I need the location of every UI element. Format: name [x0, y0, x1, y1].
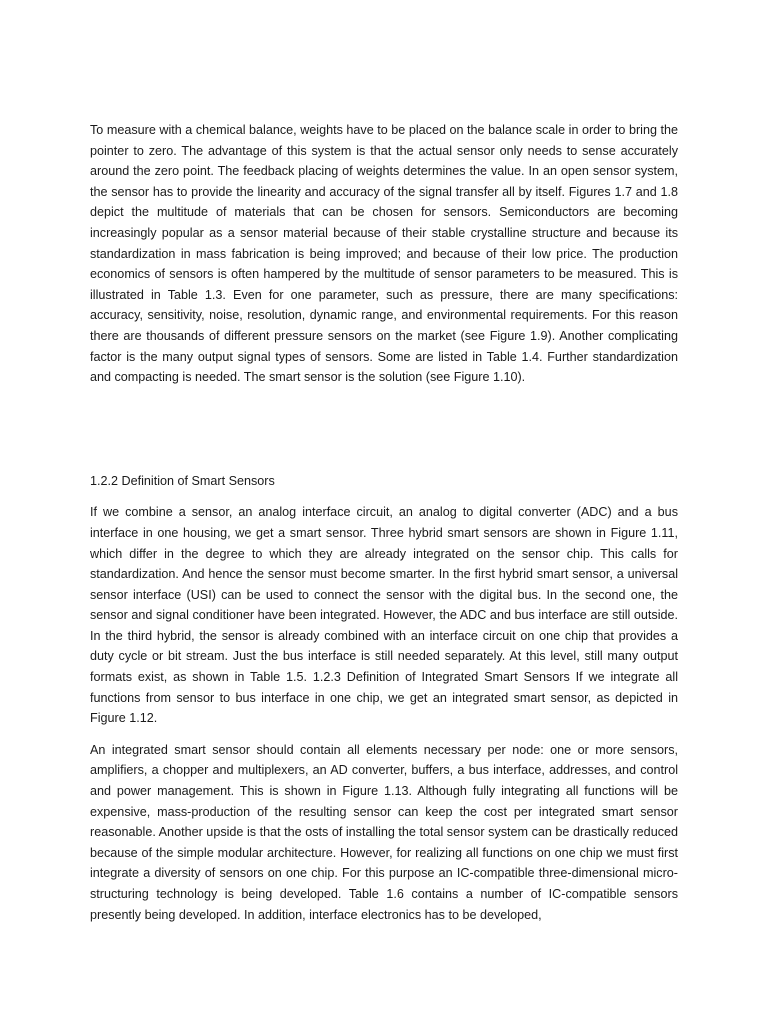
- section-heading: 1.2.2 Definition of Smart Sensors: [90, 473, 275, 488]
- document-page: [90, 120, 678, 925]
- paragraph-integrated-smart-sensor: An integrated smart sensor should contain all elements necessary per node: one or more sensors, amplifiers, a chopper and multiplexers, an AD converter, buffers, a bus interface, addresses, and control and power management. This is shown in Figure 1.13. Although fully integrating all functions will be expensive, mass-production of the resulting sensor can keep the cost per integrated smart sensor reasonable. Another upside is that the osts of installing the total sensor system can be drastically reduced because of the simple modular architecture. However, for realizing all functions on one chip we must first integrate a diversity of sensors on one chip. For this purpose an IC-compatible three-dimensional micro-structuring technology is being developed. Table 1.6 contains a number of IC-compatible sensors presently being developed. In addition, interface electronics has to be developed,: [90, 742, 678, 922]
- paragraph-smart-sensor-definition: If we combine a sensor, an analog interface circuit, an analog to digital converter (ADC) and a bus interface in one housing, we get a smart sensor. Three hybrid smart sensors are shown in Figure 1.11, which differ in the degree to which they are already integrated on the sensor chip. This calls for standardization. And hence the sensor must become smarter. In the first hybrid smart sensor, a universal sensor interface (USI) can be used to connect the sensor with the digital bus. In the second one, the sensor and signal conditioner have been integrated. However, the ADC and bus interface are still outside. In the third hybrid, the sensor is already combined with an interface circuit on one chip that provides a duty cycle or bit stream. Just the bus interface is still needed separately. At this level, still many output formats exist, as shown in Table 1.5. 1.2.3 Definition of Integrated Smart Sensors If we integrate all functions from sensor to bus interface in one chip, we get an integrated smart sensor, as depicted in Figure 1.12.: [90, 505, 678, 726]
- paragraph-chemical-balance: To measure with a chemical balance, weights have to be placed on the balance scale in order to bring the pointer to zero. The advantage of this system is that the actual sensor only needs to sense accurately around the zero point. The feedback placing of weights determines the value. In an open sensor system, the sensor has to provide the linearity and accuracy of the signal transfer all by itself. Figures 1.7 and 1.8 depict the multitude of materials that can be chosen for sensors. Semiconductors are becoming increasingly popular as a sensor material because of their stable crystalline structure and because its standardization in mass fabrication is being improved; and because of their low price. The production economics of sensors is often hampered by the multitude of sensor parameters to be measured. This is illustrated in Table 1.3. Even for one parameter, such as pressure, there are many specifications: accuracy, sensitivity, noise, resolution, dynamic range, and environmental requirements. For this reason there are thousands of different pressure sensors on the market (see Figure 1.9). Another complicating factor is the many output signal types of sensors. Some are listed in Table 1.4. Further standardization and compacting is needed. The smart sensor is the solution (see Figure 1.10).: [90, 123, 678, 385]
